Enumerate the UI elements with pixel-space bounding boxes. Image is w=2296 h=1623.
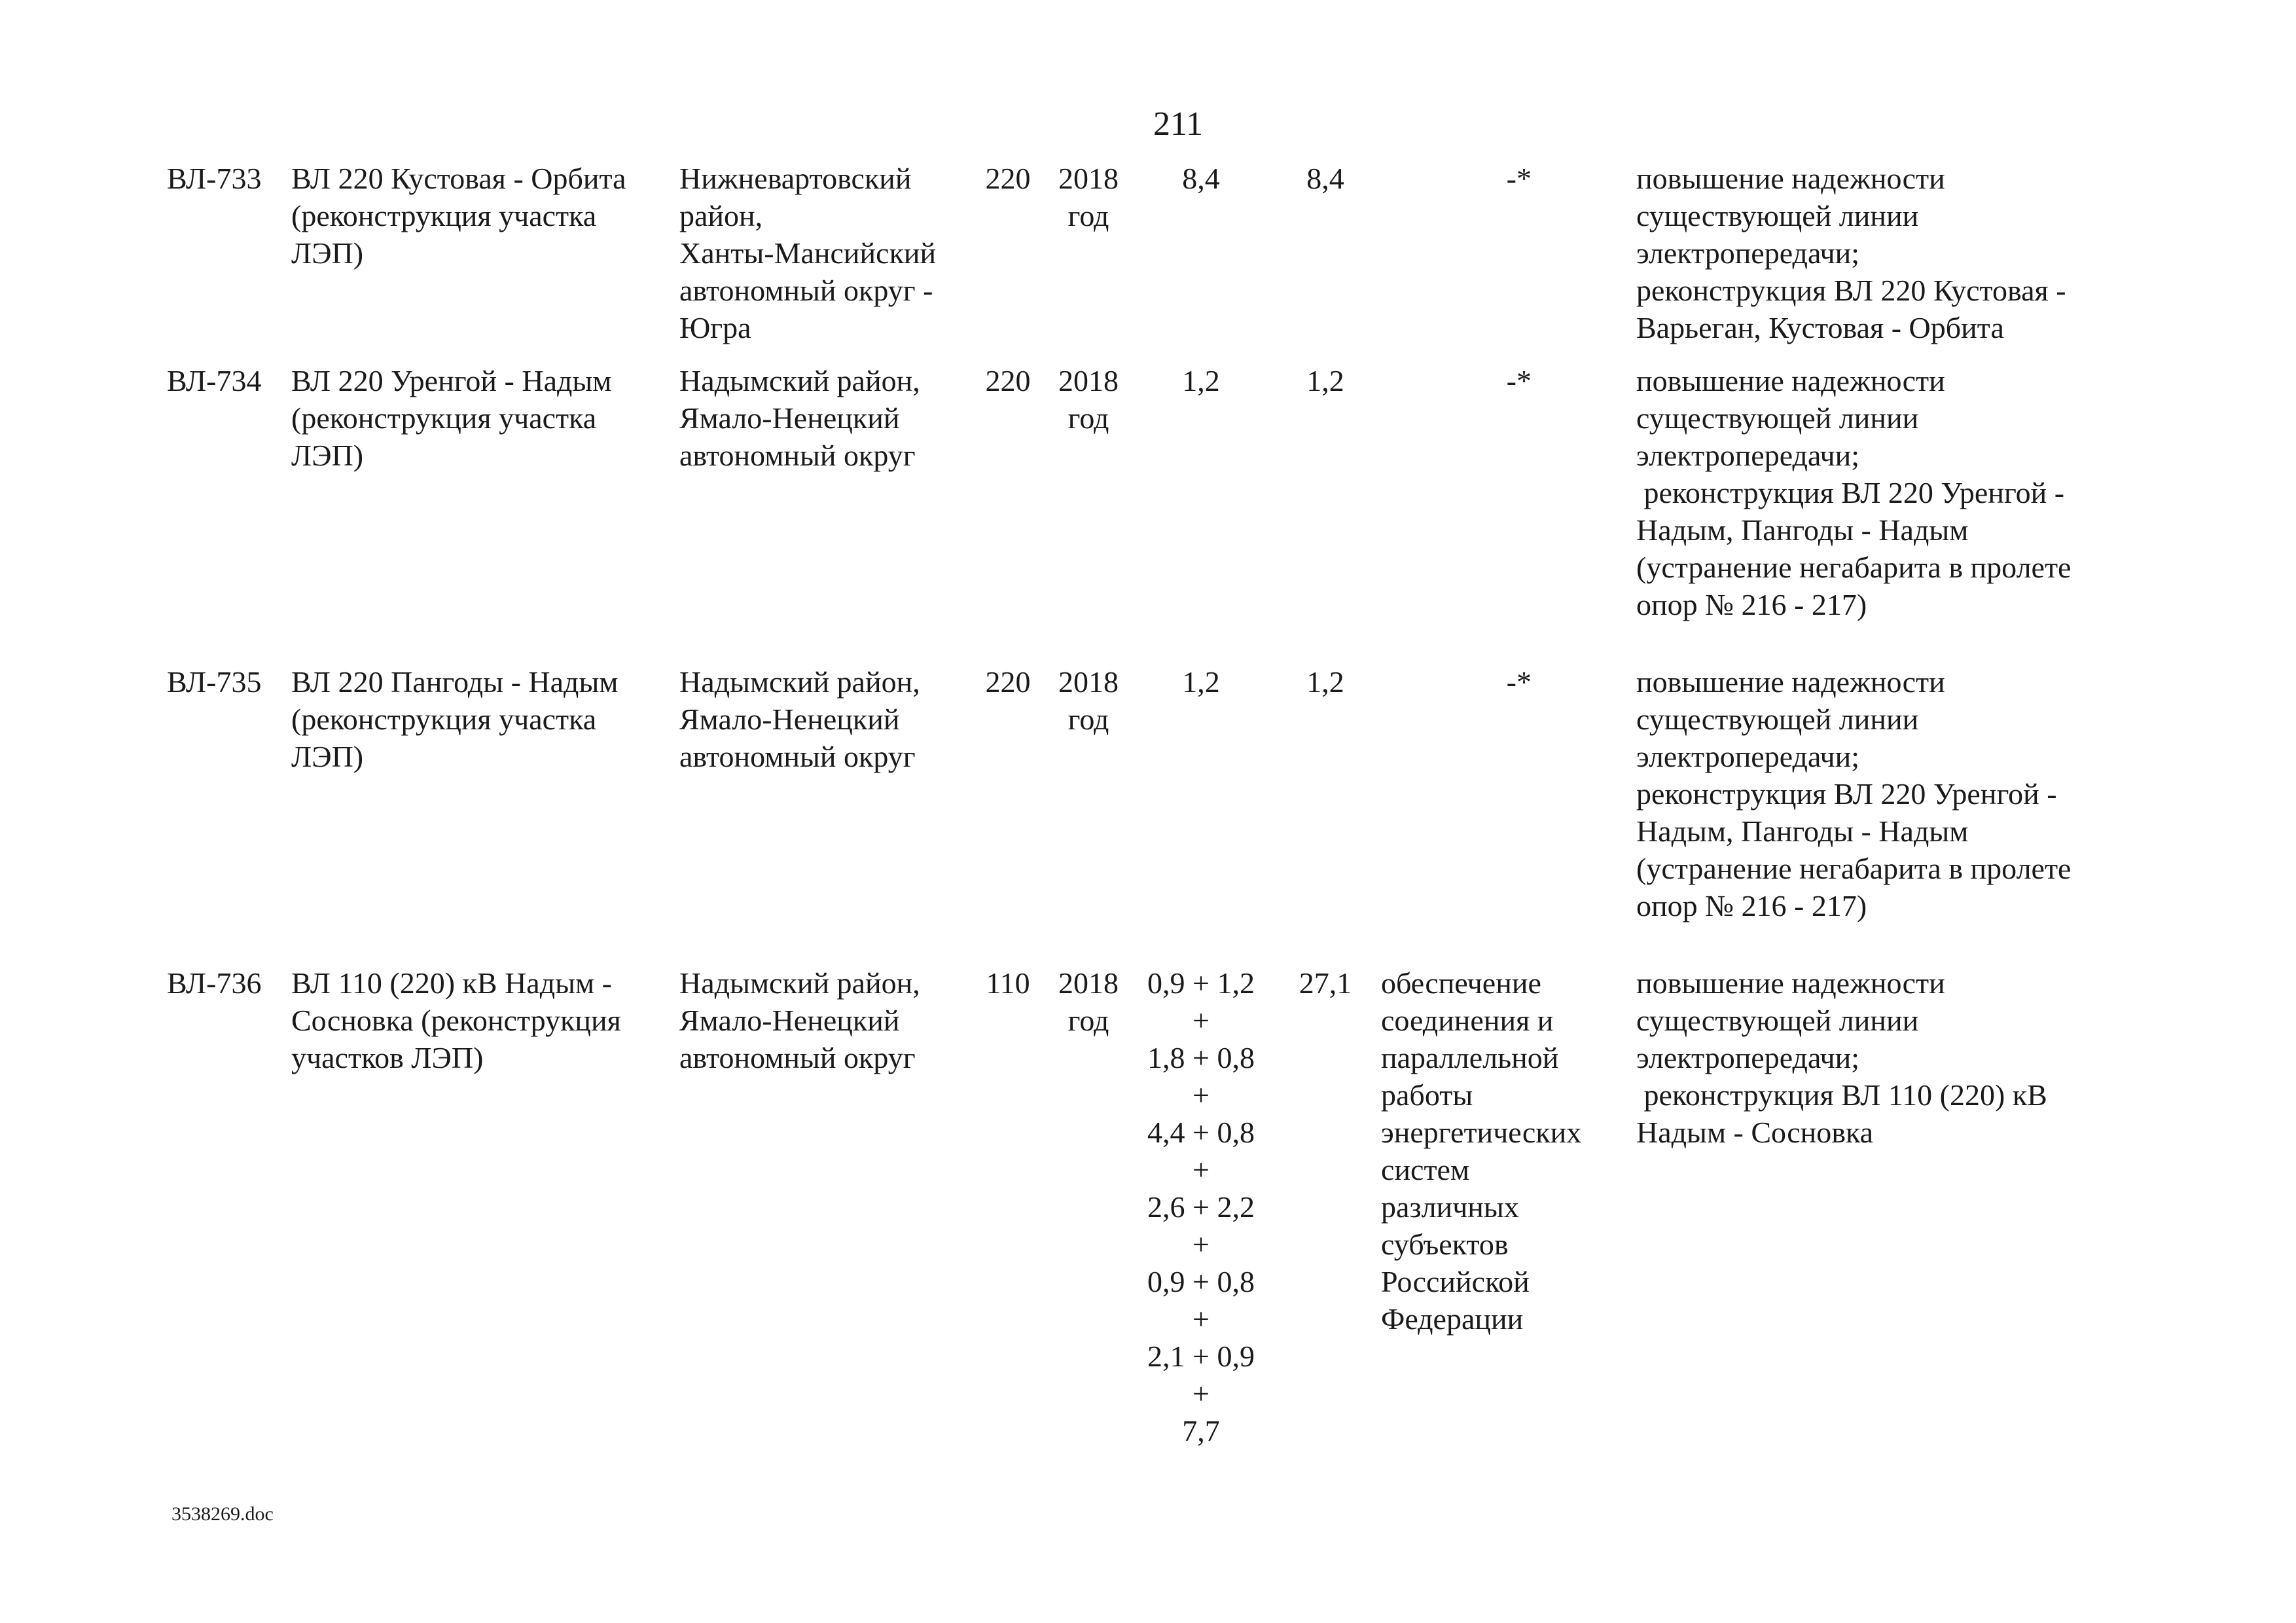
- line-justification: обеспечение соединения и параллельной работы энергетических систем различных субъектов Российской Федерации: [1381, 966, 1582, 1336]
- line-year: 2018 год: [1058, 966, 1119, 1037]
- line-length: 1,2: [1182, 364, 1220, 397]
- line-voltage: 110: [986, 966, 1030, 1000]
- line-purpose: повышение надежности существующей линии электропередачи; реконструкция ВЛ 110 (220) кВ Надым - Сосновка: [1636, 966, 2047, 1149]
- line-justification: -*: [1506, 162, 1532, 195]
- line-year: 2018 год: [1058, 364, 1119, 435]
- line-justification: -*: [1506, 665, 1532, 699]
- line-region: Надымский район, Ямало-Ненецкий автономный округ: [679, 966, 920, 1074]
- line-purpose: повышение надежности существующей линии электропередачи; реконструкция ВЛ 220 Уренгой - Надым, Пангоды - Надым (устранение негабарита в пролете опор № 216 - 217): [1636, 665, 2072, 922]
- line-name: ВЛ 110 (220) кВ Надым - Сосновка (реконструкция участков ЛЭП): [291, 966, 621, 1074]
- document-filename: 3538269.doc: [171, 1503, 274, 1525]
- line-code: ВЛ-736: [167, 966, 262, 1000]
- line-length: 1,2: [1182, 665, 1220, 699]
- line-name: ВЛ 220 Пангоды - Надым (реконструкция участка ЛЭП): [291, 665, 619, 773]
- line-name: ВЛ 220 Уренгой - Надым (реконструкция участка ЛЭП): [291, 364, 612, 472]
- line-length: 8,4: [1182, 162, 1220, 195]
- line-total-length: 27,1: [1299, 966, 1352, 1000]
- line-name: ВЛ 220 Кустовая - Орбита (реконструкция участка ЛЭП): [291, 162, 626, 270]
- line-voltage: 220: [985, 162, 1031, 195]
- line-length: 0,9 + 1,2 + 1,8 + 0,8 + 4,4 + 0,8 + 2,6 + 2,2 + 0,9 + 0,8 + 2,1 + 0,9 + 7,7: [1147, 966, 1255, 1448]
- line-code: ВЛ-735: [167, 665, 262, 699]
- line-purpose: повышение надежности существующей линии электропередачи; реконструкция ВЛ 220 Уренгой - Надым, Пангоды - Надым (устранение негабарита в пролете опор № 216 - 217): [1636, 364, 2072, 621]
- line-year: 2018 год: [1058, 665, 1119, 736]
- line-justification: -*: [1506, 364, 1532, 397]
- line-code: ВЛ-733: [167, 162, 262, 195]
- line-code: ВЛ-734: [167, 364, 262, 397]
- line-region: Надымский район, Ямало-Ненецкий автономный округ: [679, 364, 920, 472]
- line-year: 2018 год: [1058, 162, 1119, 232]
- line-region: Нижневартовский район, Ханты-Мансийский автономный округ - Югра: [679, 162, 937, 344]
- line-region: Надымский район, Ямало-Ненецкий автономный округ: [679, 665, 920, 773]
- line-purpose: повышение надежности существующей линии электропередачи; реконструкция ВЛ 220 Кустовая - Варьеган, Кустовая - Орбита: [1636, 162, 2066, 344]
- line-voltage: 220: [985, 665, 1031, 699]
- line-total-length: 8,4: [1306, 162, 1344, 195]
- line-total-length: 1,2: [1306, 364, 1344, 397]
- page-number: 211: [1153, 105, 1204, 143]
- line-voltage: 220: [985, 364, 1031, 397]
- line-total-length: 1,2: [1306, 665, 1344, 699]
